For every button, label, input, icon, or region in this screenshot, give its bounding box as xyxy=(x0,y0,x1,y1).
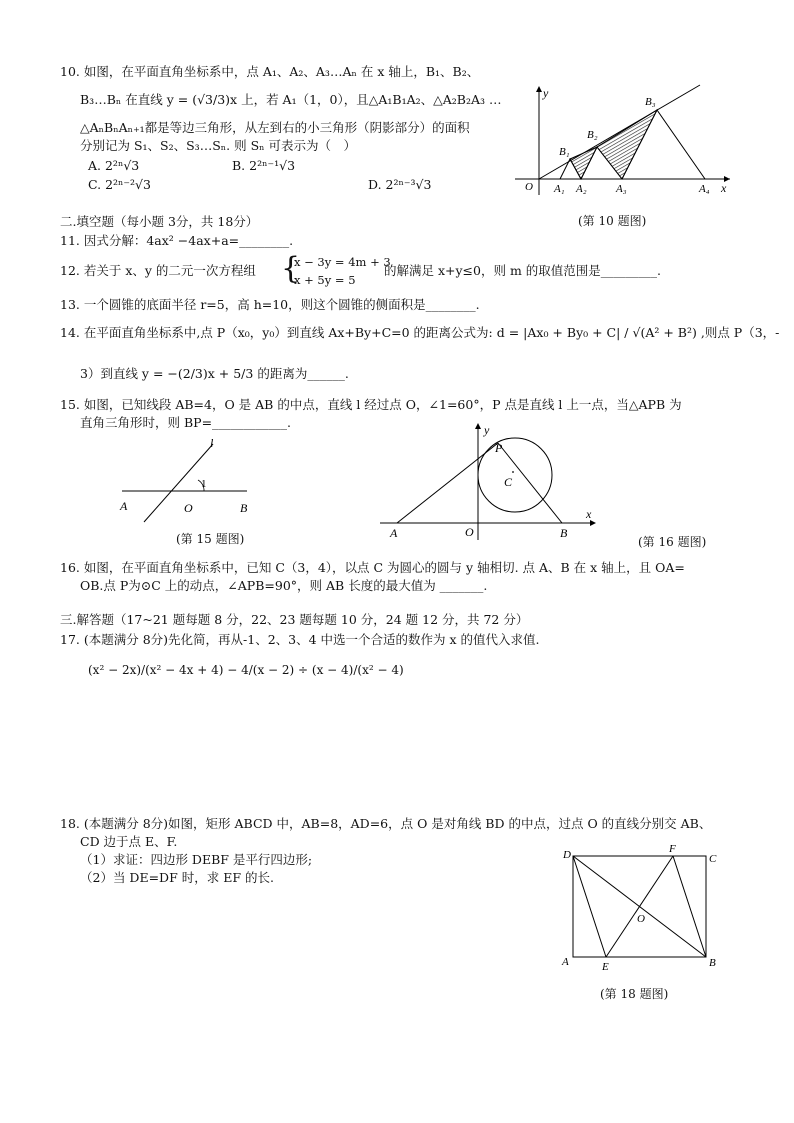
q15-label-b: B xyxy=(240,501,248,515)
section-3-title: 三.解答题（17~21 题每题 8 分，22、23 题每题 10 分，24 题 12 分，共 72 分） xyxy=(60,612,529,627)
q16-label-b: B xyxy=(560,526,568,540)
q18-part2: （2）当 DE=DF 时，求 EF 的长. xyxy=(80,870,274,885)
q10-label-x: x xyxy=(721,181,727,195)
q18-figure xyxy=(555,840,735,975)
q15-figure xyxy=(112,432,262,524)
q10-label-y: y xyxy=(543,86,549,100)
q10-label-a3: A₃ xyxy=(616,183,627,195)
q16-label-a: A xyxy=(390,526,398,540)
q12-suffix: 的解满足 x+y≤0，则 m 的取值范围是_________. xyxy=(384,263,662,278)
q15-line1: 15. 如图，已知线段 AB=4，O 是 AB 的中点，直线 l 经过点 O，∠1=60°，P 点是直线 l 上一点，当△APB 为 xyxy=(60,397,682,412)
q15-label-a: A xyxy=(120,499,128,513)
q16-label-c: C xyxy=(504,475,513,489)
q10-line1: 10. 如图，在平面直角坐标系中，点 A₁、A₂、A₃…Aₙ 在 x 轴上，B₁、B₂、 xyxy=(60,64,480,79)
q13-text: 13. 一个圆锥的底面半径 r=5，高 h=10，则这个圆锥的侧面积是________. xyxy=(60,297,480,312)
q10-option-c: C. 2²ⁿ⁻²√3 xyxy=(88,177,151,192)
q15-caption: (第 15 题图) xyxy=(176,532,245,546)
q18-label-b: B xyxy=(709,957,716,969)
q10-option-b: B. 2²ⁿ⁻¹√3 xyxy=(232,158,296,173)
q10-option-a: A. 2²ⁿ√3 xyxy=(88,158,140,173)
q15-label-angle: 1 xyxy=(201,478,207,490)
q10-label-a4: A₄ xyxy=(699,183,710,195)
q10-label-b1: B₁ xyxy=(559,146,570,158)
q18-caption: (第 18 题图) xyxy=(600,987,669,1001)
q16-caption: (第 16 题图) xyxy=(638,535,707,549)
q16-line1: 16. 如图，在平面直角坐标系中，已知 C（3，4），以点 C 为圆心的圆与 y 轴相切. 点 A、B 在 x 轴上，且 OA= xyxy=(60,560,685,575)
q18-line2: CD 边于点 E、F. xyxy=(80,834,178,849)
q14-line1: 14. 在平面直角坐标系中,点 P（x₀，y₀）到直线 Ax+By+C=0 的距离公式为: d = |Ax₀ + By₀ + C| / √(A² + B²) ,则点 P（3，- xyxy=(60,325,780,340)
q10-figure xyxy=(515,80,735,200)
q10-line2: B₃…Bₙ 在直线 y = (√3/3)x 上，若 A₁（1，0），且△A₁B₁A₂、△A₂B₂A₃ … xyxy=(80,92,502,107)
q10-label-a1: A₁ xyxy=(554,183,565,195)
q18-part1: （1）求证：四边形 DEBF 是平行四边形; xyxy=(80,852,313,867)
q10-line4: 分别记为 S₁、S₂、S₃…Sₙ. 则 Sₙ 可表示为（ ） xyxy=(80,138,357,153)
q10-label-b3: B₃ xyxy=(645,96,656,108)
q16-label-p: P xyxy=(495,441,503,455)
q15-line2: 直角三角形时，则 BP=____________. xyxy=(80,415,292,430)
q18-label-c: C xyxy=(709,853,717,865)
q12-equation-1: x − 3y = 4m + 3 xyxy=(294,255,391,269)
q12-prefix: 12. 若关于 x、y 的二元一次方程组 xyxy=(60,263,256,278)
q18-line1: 18. (本题满分 8分)如图，矩形 ABCD 中，AB=8，AD=6，点 O 是对角线 BD 的中点，过点 O 的直线分别交 AB、 xyxy=(60,816,712,831)
q16-line2: OB.点 P为⊙C 上的动点，∠APB=90°，则 AB 长度的最大值为 _______. xyxy=(80,578,488,593)
q16-label-x: x xyxy=(586,507,592,521)
q12-brace: { xyxy=(281,251,301,286)
q11-text: 11. 因式分解：4ax² −4ax+a=________. xyxy=(60,233,294,248)
q10-label-o: O xyxy=(525,181,533,193)
q10-caption: (第 10 题图) xyxy=(578,214,647,228)
q18-label-o: O xyxy=(637,913,645,925)
q18-label-a: A xyxy=(562,956,569,968)
q10-line3: △AₙBₙAₙ₊₁都是等边三角形，从左到右的小三角形（阴影部分）的面积 xyxy=(80,120,470,135)
q16-label-o: O xyxy=(465,525,474,539)
q10-label-a2: A₂ xyxy=(576,183,587,195)
q16-label-y: y xyxy=(484,423,490,437)
q10-option-d: D. 2²ⁿ⁻³√3 xyxy=(368,177,432,192)
q17-expression: (x² − 2x)/(x² − 4x + 4) − 4/(x − 2) ÷ (x − 4)/(x² − 4) xyxy=(88,663,404,677)
q10-label-b2: B₂ xyxy=(587,129,598,141)
section-2-title: 二.填空题（每小题 3分，共 18分） xyxy=(60,214,259,229)
q17-line1: 17. (本题满分 8分)先化简，再从-1、2、3、4 中选一个合适的数作为 x 的值代入求值. xyxy=(60,632,540,647)
q15-label-o: O xyxy=(184,501,193,515)
q12-equation-2: x + 5y = 5 xyxy=(294,273,356,287)
q18-label-f: F xyxy=(669,843,676,855)
q14-line2: 3）到直线 y = −(2/3)x + 5/3 的距离为______. xyxy=(80,366,349,381)
q16-figure xyxy=(380,420,600,545)
q15-label-l: l xyxy=(210,436,214,450)
q18-label-e: E xyxy=(602,961,609,973)
q18-label-d: D xyxy=(563,849,571,861)
